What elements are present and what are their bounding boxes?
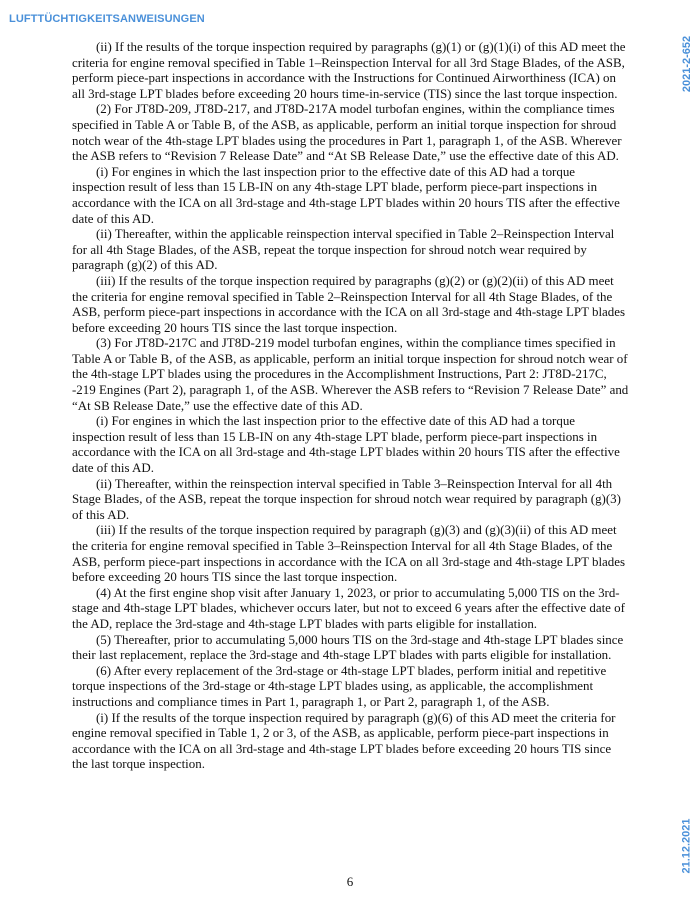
- page-number: 6: [346, 874, 354, 889]
- paragraph-g4: (4) At the first engine shop visit after January 1, 2023, or prior to accumulating 5,000 TIS on the 3rd-stage and 4th-stage LPT blades, whichever occurs later, but not to exceed 6 years after the effective date of the AD, replace the 3rd-stage and 4th-stage LPT blades with parts eligible for installation.: [72, 584, 625, 631]
- document-header-title: LUFTTÜCHTIGKEITSANWEISUNGEN: [9, 13, 205, 25]
- paragraph-g5: (5) Thereafter, prior to accumulating 5,000 hours TIS on the 3rd-stage and 4th-stage LPT blades since their last replacement, replace the 3rd-stage and 4th-stage LPT blades with parts eligible for installation.: [72, 631, 624, 663]
- document-body: [72, 39, 630, 772]
- paragraph-g3-iii: (iii) If the results of the torque inspection required by paragraph (g)(3) and (g)(3)(ii) of this AD meet the criteria for engine removal specified in Table 3–Reinspection Interval for all 4th Stage Blades, of the ASB, perform piece-part inspections in accordance with the ICA on all 3rd-stage and 4th-stage LPT blades before exceeding 20 hours TIS since the last torque inspection.: [72, 522, 626, 585]
- paragraph-g3: (3) For JT8D-217C and JT8D-219 model turbofan engines, within the compliance times specified in Table A or Table B, of the ASB, as applicable, perform an initial torque inspection for shroud notch wear of the 4th-stage LPT blades using the procedures in the Accomplishment Instructions, Part 2: JT8D-217C, -219 Engines (Part 2), paragraph 1, of the ASB. Wherever the ASB refers to “Revision 7 Release Date” and “At SB Release Date,” use the effective date of this AD.: [72, 335, 629, 413]
- paragraph-g2-i: (i) For engines in which the last inspection prior to the effective date of this AD had a torque inspection result of less than 15 LB-IN on any 4th-stage LPT blade, perform piece-part inspections in accordance with the ICA on all 3rd-stage and 4th-stage LPT blades within 20 hours TIS after the effective date of this AD.: [72, 163, 620, 226]
- paragraph-g3-i: (i) For engines in which the last inspection prior to the effective date of this AD had a torque inspection result of less than 15 LB-IN on any 4th-stage LPT blade, perform piece-part inspections in accordance with the ICA on all 3rd-stage and 4th-stage LPT blades within 20 hours TIS after the effective date of this AD.: [72, 413, 620, 476]
- doc-number-text: 2021-2-652: [681, 35, 693, 93]
- paragraph-g2-ii: (ii) Thereafter, within the applicable reinspection interval specified in Table 2–Reinspection Interval for all 4th Stage Blades, of the ASB, repeat the torque inspection for shroud notch wear required by paragraph (g)(2) of this AD.: [72, 226, 615, 273]
- date-text: 21.12.2021: [681, 818, 693, 874]
- paragraph-g3-ii: (ii) Thereafter, within the reinspection interval specified in Table 3–Reinspection Interval for all 4th Stage Blades, of the ASB, repeat the torque inspection for shroud notch wear required by paragraph (g)(3) of this AD.: [72, 475, 621, 522]
- paragraph-g6: (6) After every replacement of the 3rd-stage or 4th-stage LPT blades, perform initial and repetitive torque inspections of the 3rd-stage or 4th-stage LPT blades using, as applicable, the accomplishment instructions and compliance times in Part 1, paragraph 1, or Part 2, paragraph 1, of the ASB.: [72, 662, 607, 709]
- doc-number-side-label: [676, 32, 698, 96]
- paragraph-g2: (2) For JT8D-209, JT8D-217, and JT8D-217A model turbofan engines, within the compliance times specified in Table A or Table B, of the ASB, as applicable, perform an initial torque inspection for shroud notch wear of the 4th-stage LPT blades using the procedures in Part 1, paragraph 1, of the ASB. Wherever the ASB refers to “Revision 7 Release Date” and “At SB Release Date,” use the effective date of this AD.: [72, 101, 622, 164]
- paragraph-g1-ii: (ii) If the results of the torque inspection required by paragraphs (g)(1) or (g)(1)(i) of this AD meet the criteria for engine removal specified in Table 1–Reinspection Interval for all 3rd Stage Blades, of the ASB, perform piece-part inspections in accordance with the Instructions for Continued Airworthiness (ICA) on all 3rd-stage LPT blades before exceeding 20 hours time-in-service (TIS) since the last torque inspection.: [72, 39, 626, 101]
- paragraph-g2-iii: (iii) If the results of the torque inspection required by paragraphs (g)(2) or (g)(2)(ii) of this AD meet the criteria for engine removal specified in Table 2–Reinspection Interval for all 4th Stage Blades, of the ASB, perform piece-part inspections in accordance with the ICA on all 3rd-stage and 4th-stage LPT blades before exceeding 20 hours TIS since the last torque inspection.: [72, 272, 626, 335]
- date-side-label: [676, 820, 698, 872]
- paragraph-g6-i: (i) If the results of the torque inspection required by paragraph (g)(6) of this AD meet the criteria for engine removal specified in Table 1, 2 or 3, of the ASB, as applicable, perform piece-part inspections in accordance with the ICA on all 3rd-stage and 4th-stage LPT blades before exceeding 20 hours TIS since the last torque inspection.: [72, 709, 616, 772]
